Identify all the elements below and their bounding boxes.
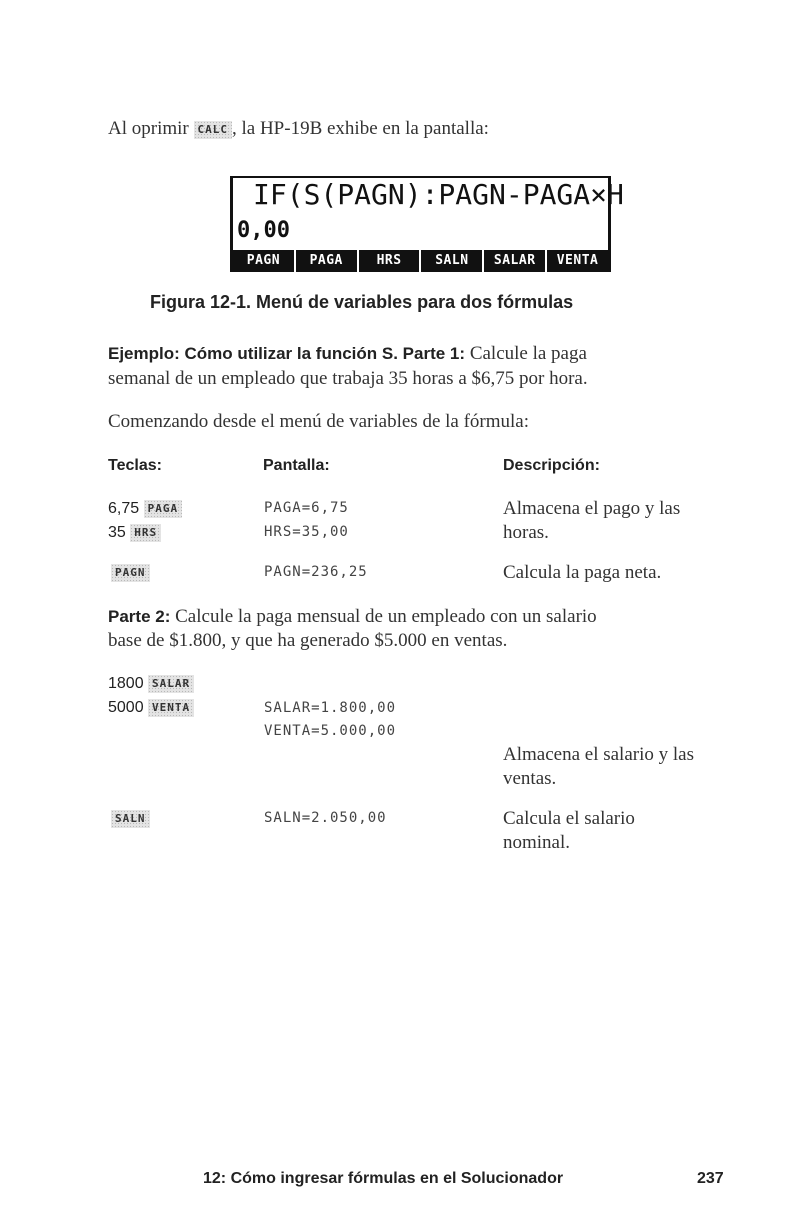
menu-key-pagn: PAGN	[246, 253, 281, 268]
footer-chapter: 12: Cómo ingresar fórmulas en el Solucionador	[203, 1170, 564, 1187]
p2-r3-display: SALN=2.050,00	[264, 810, 387, 826]
example-heading: Ejemplo: Cómo utilizar la función S. Parte 1:	[108, 344, 466, 363]
saln-key: SALN	[111, 810, 150, 828]
p2-r1-num: 1800	[108, 675, 144, 692]
p1-r2-display: HRS=35,00	[264, 524, 349, 540]
menu-bar	[233, 250, 608, 272]
p2-r2-num: 5000	[108, 699, 144, 716]
menu-key-paga: PAGA	[294, 250, 357, 272]
part2-text-1: Calcule la paga mensual de un empleado con un salario	[175, 606, 597, 627]
p2-row2-keys	[108, 699, 194, 717]
hrs-key: HRS	[130, 524, 161, 542]
intro-line	[108, 118, 489, 140]
p1-desc3: Calcula la paga neta.	[503, 562, 662, 583]
p1-r2-num: 35	[108, 524, 126, 541]
p2-r2-display-b: VENTA=5.000,00	[264, 723, 397, 739]
menu-key-hrs: HRS	[357, 250, 420, 272]
venta-key: VENTA	[148, 699, 194, 717]
p2-row1-keys	[108, 675, 194, 693]
p1-r1-num: 6,75	[108, 500, 140, 517]
example-text-2: semanal de un empleado que trabaja 35 horas a $6,75 por hora.	[108, 368, 588, 389]
intro-after: , la HP-19B exhibe en la pantalla:	[232, 118, 489, 139]
header-description: Descripción:	[503, 457, 600, 474]
p2-r2-display-a: SALAR=1.800,00	[264, 700, 397, 716]
p1-desc1-l2: horas.	[503, 522, 549, 543]
figure-caption: Figura 12-1. Menú de variables para dos fórmulas	[150, 292, 574, 312]
display-line-2: 0,00	[237, 218, 290, 243]
example-line-1	[108, 343, 587, 365]
calculator-display	[230, 176, 624, 272]
p1-r1-display: PAGA=6,75	[264, 500, 349, 516]
part2-text-2: base de $1.800, y que ha generado $5.000 en ventas.	[108, 630, 508, 651]
intro-before: Al oprimir	[108, 118, 189, 139]
display-line-1: IF(S(PAGN):PAGN-PAGA×H	[253, 178, 624, 211]
p1-desc1-l1: Almacena el pago y las	[503, 498, 681, 519]
pagn-key: PAGN	[111, 564, 150, 582]
start-text: Comenzando desde el menú de variables de la fórmula:	[108, 411, 530, 432]
p1-r3-display: PAGN=236,25	[264, 564, 368, 580]
p2-desc2-l1: Almacena el salario y las	[503, 744, 694, 765]
calc-key: CALC	[194, 121, 233, 139]
header-keys: Teclas:	[108, 457, 162, 474]
menu-key-salar: SALAR	[482, 250, 545, 272]
header-display: Pantalla:	[263, 457, 330, 474]
part2-line-1	[108, 606, 597, 628]
paga-key: PAGA	[144, 500, 183, 518]
part2-heading: Parte 2:	[108, 607, 171, 626]
p2-desc3-l2: nominal.	[503, 832, 571, 853]
p2-row3-keys	[111, 810, 150, 828]
p2-desc3-l1: Calcula el salario	[503, 808, 635, 829]
p1-row3-keys	[111, 564, 150, 582]
p2-desc2-l2: ventas.	[503, 768, 557, 789]
p1-row2-keys	[108, 524, 161, 542]
salar-key: SALAR	[148, 675, 194, 693]
menu-key-saln: SALN	[419, 250, 482, 272]
example-text-1: Calcule la paga	[469, 343, 587, 364]
page-number: 237	[697, 1170, 724, 1187]
p1-row1-keys	[108, 500, 182, 518]
menu-key-venta: VENTA	[545, 250, 608, 272]
